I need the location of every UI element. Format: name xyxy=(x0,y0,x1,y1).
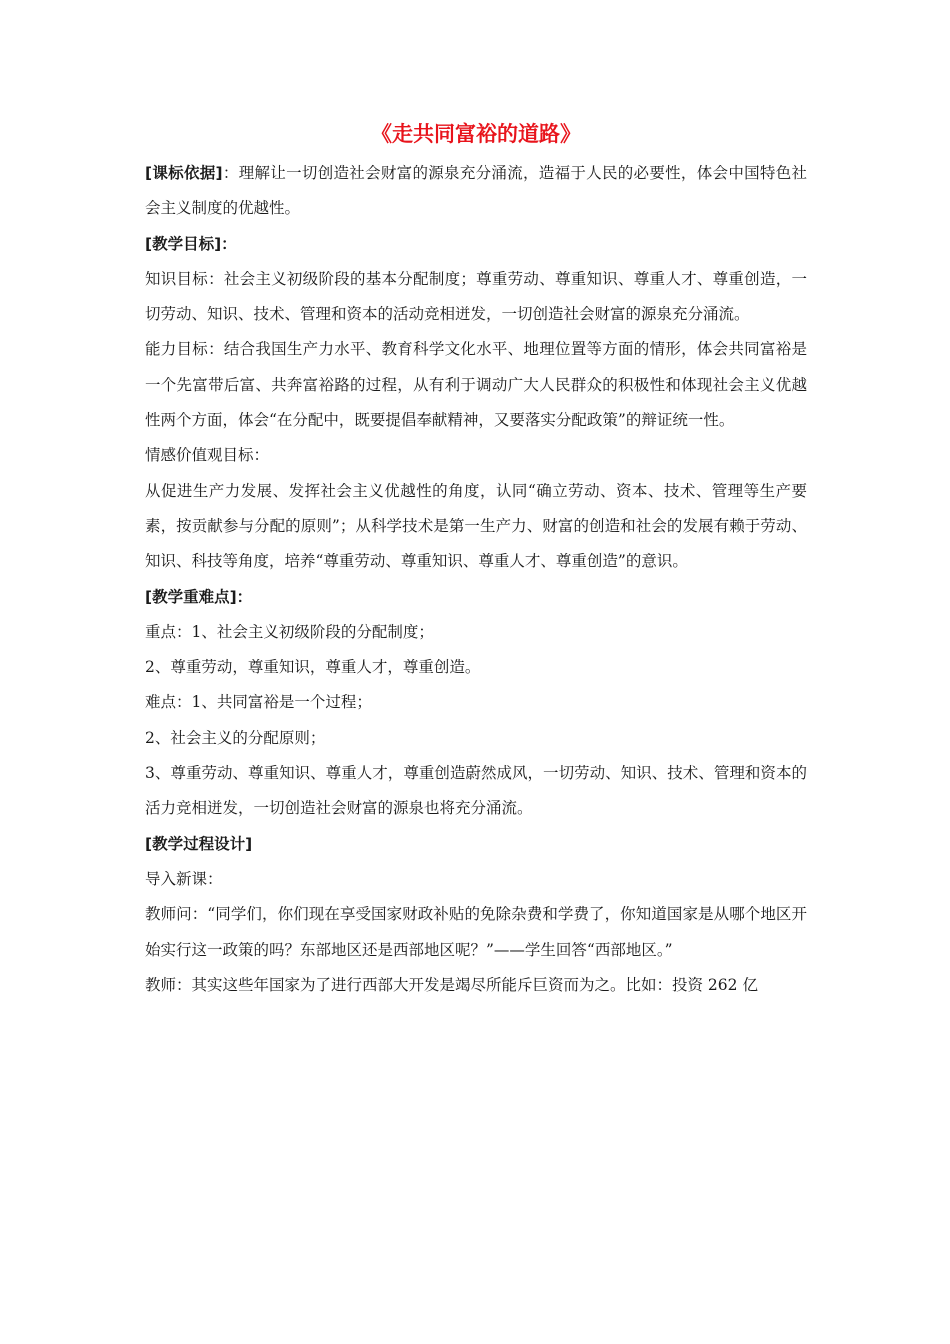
intro-label: 导入新课： xyxy=(145,869,223,888)
difficult-point-2: 2、社会主义的分配原则； xyxy=(145,728,326,747)
document-title: 《走共同富裕的道路》 xyxy=(371,122,581,146)
process-heading: [教学过程设计] xyxy=(145,834,253,853)
ability-objective: 能力目标：结合我国生产力水平、教育科学文化水平、地理位置等方面的情形，体会共同富裕是一个先富带后富、共奔富裕路的过程，从有利于调动广大人民群众的积极性和体现社会主义优越性两个方面，体会“在分配中，既要提倡奉献精神，又要落实分配政策”的辩证统一性。 xyxy=(145,340,807,430)
key-point-1: 重点：1、社会主义初级阶段的分配制度； xyxy=(145,622,434,641)
emotion-objective: 从促进生产力发展、发挥社会主义优越性的角度，认同“确立劳动、资本、技术、管理等生产要素，按贡献参与分配的原则”；从科学技术是第一生产力、财富的创造和社会的发展有赖于劳动、知识、科技等角度，培养“尊重劳动、尊重知识、尊重人才、尊重创造”的意识。 xyxy=(145,481,807,571)
teacher-statement: 教师：其实这些年国家为了进行西部大开发是竭尽所能斥巨资而为之。比如：投资 262 亿 xyxy=(145,975,758,994)
document-page xyxy=(145,118,807,1003)
curriculum-basis-paragraph xyxy=(145,156,807,227)
knowledge-objective: 知识目标：社会主义初级阶段的基本分配制度；尊重劳动、尊重知识、尊重人才、尊重创造，一切劳动、知识、技术、管理和资本的活动竞相迸发，一切创造社会财富的源泉充分涌流。 xyxy=(145,269,807,324)
key-points-heading: [教学重难点]： xyxy=(145,587,253,606)
curriculum-basis-text: ：理解让一切创造社会财富的源泉充分涌流，造福于人民的必要性，体会中国特色社会主义制度的优越性。 xyxy=(145,164,807,218)
objectives-heading: [教学目标]： xyxy=(145,234,237,253)
emotion-objective-label: 情感价值观目标： xyxy=(145,446,270,465)
curriculum-basis-label: [课标依据] xyxy=(145,164,223,182)
difficult-point-3: 3、尊重劳动、尊重知识、尊重人才，尊重创造蔚然成风，一切劳动、知识、技术、管理和资本的活力竞相迸发，一切创造社会财富的源泉也将充分涌流。 xyxy=(145,764,807,818)
difficult-point-1: 难点：1、共同富裕是一个过程； xyxy=(145,693,372,712)
key-point-2: 2、尊重劳动，尊重知识，尊重人才，尊重创造。 xyxy=(145,658,481,677)
teacher-question: 教师问：“同学们，你们现在享受国家财政补贴的免除杂费和学费了，你知道国家是从哪个地区开始实行这一政策的吗？东部地区还是西部地区呢？”——学生回答“西部地区。” xyxy=(145,905,807,959)
